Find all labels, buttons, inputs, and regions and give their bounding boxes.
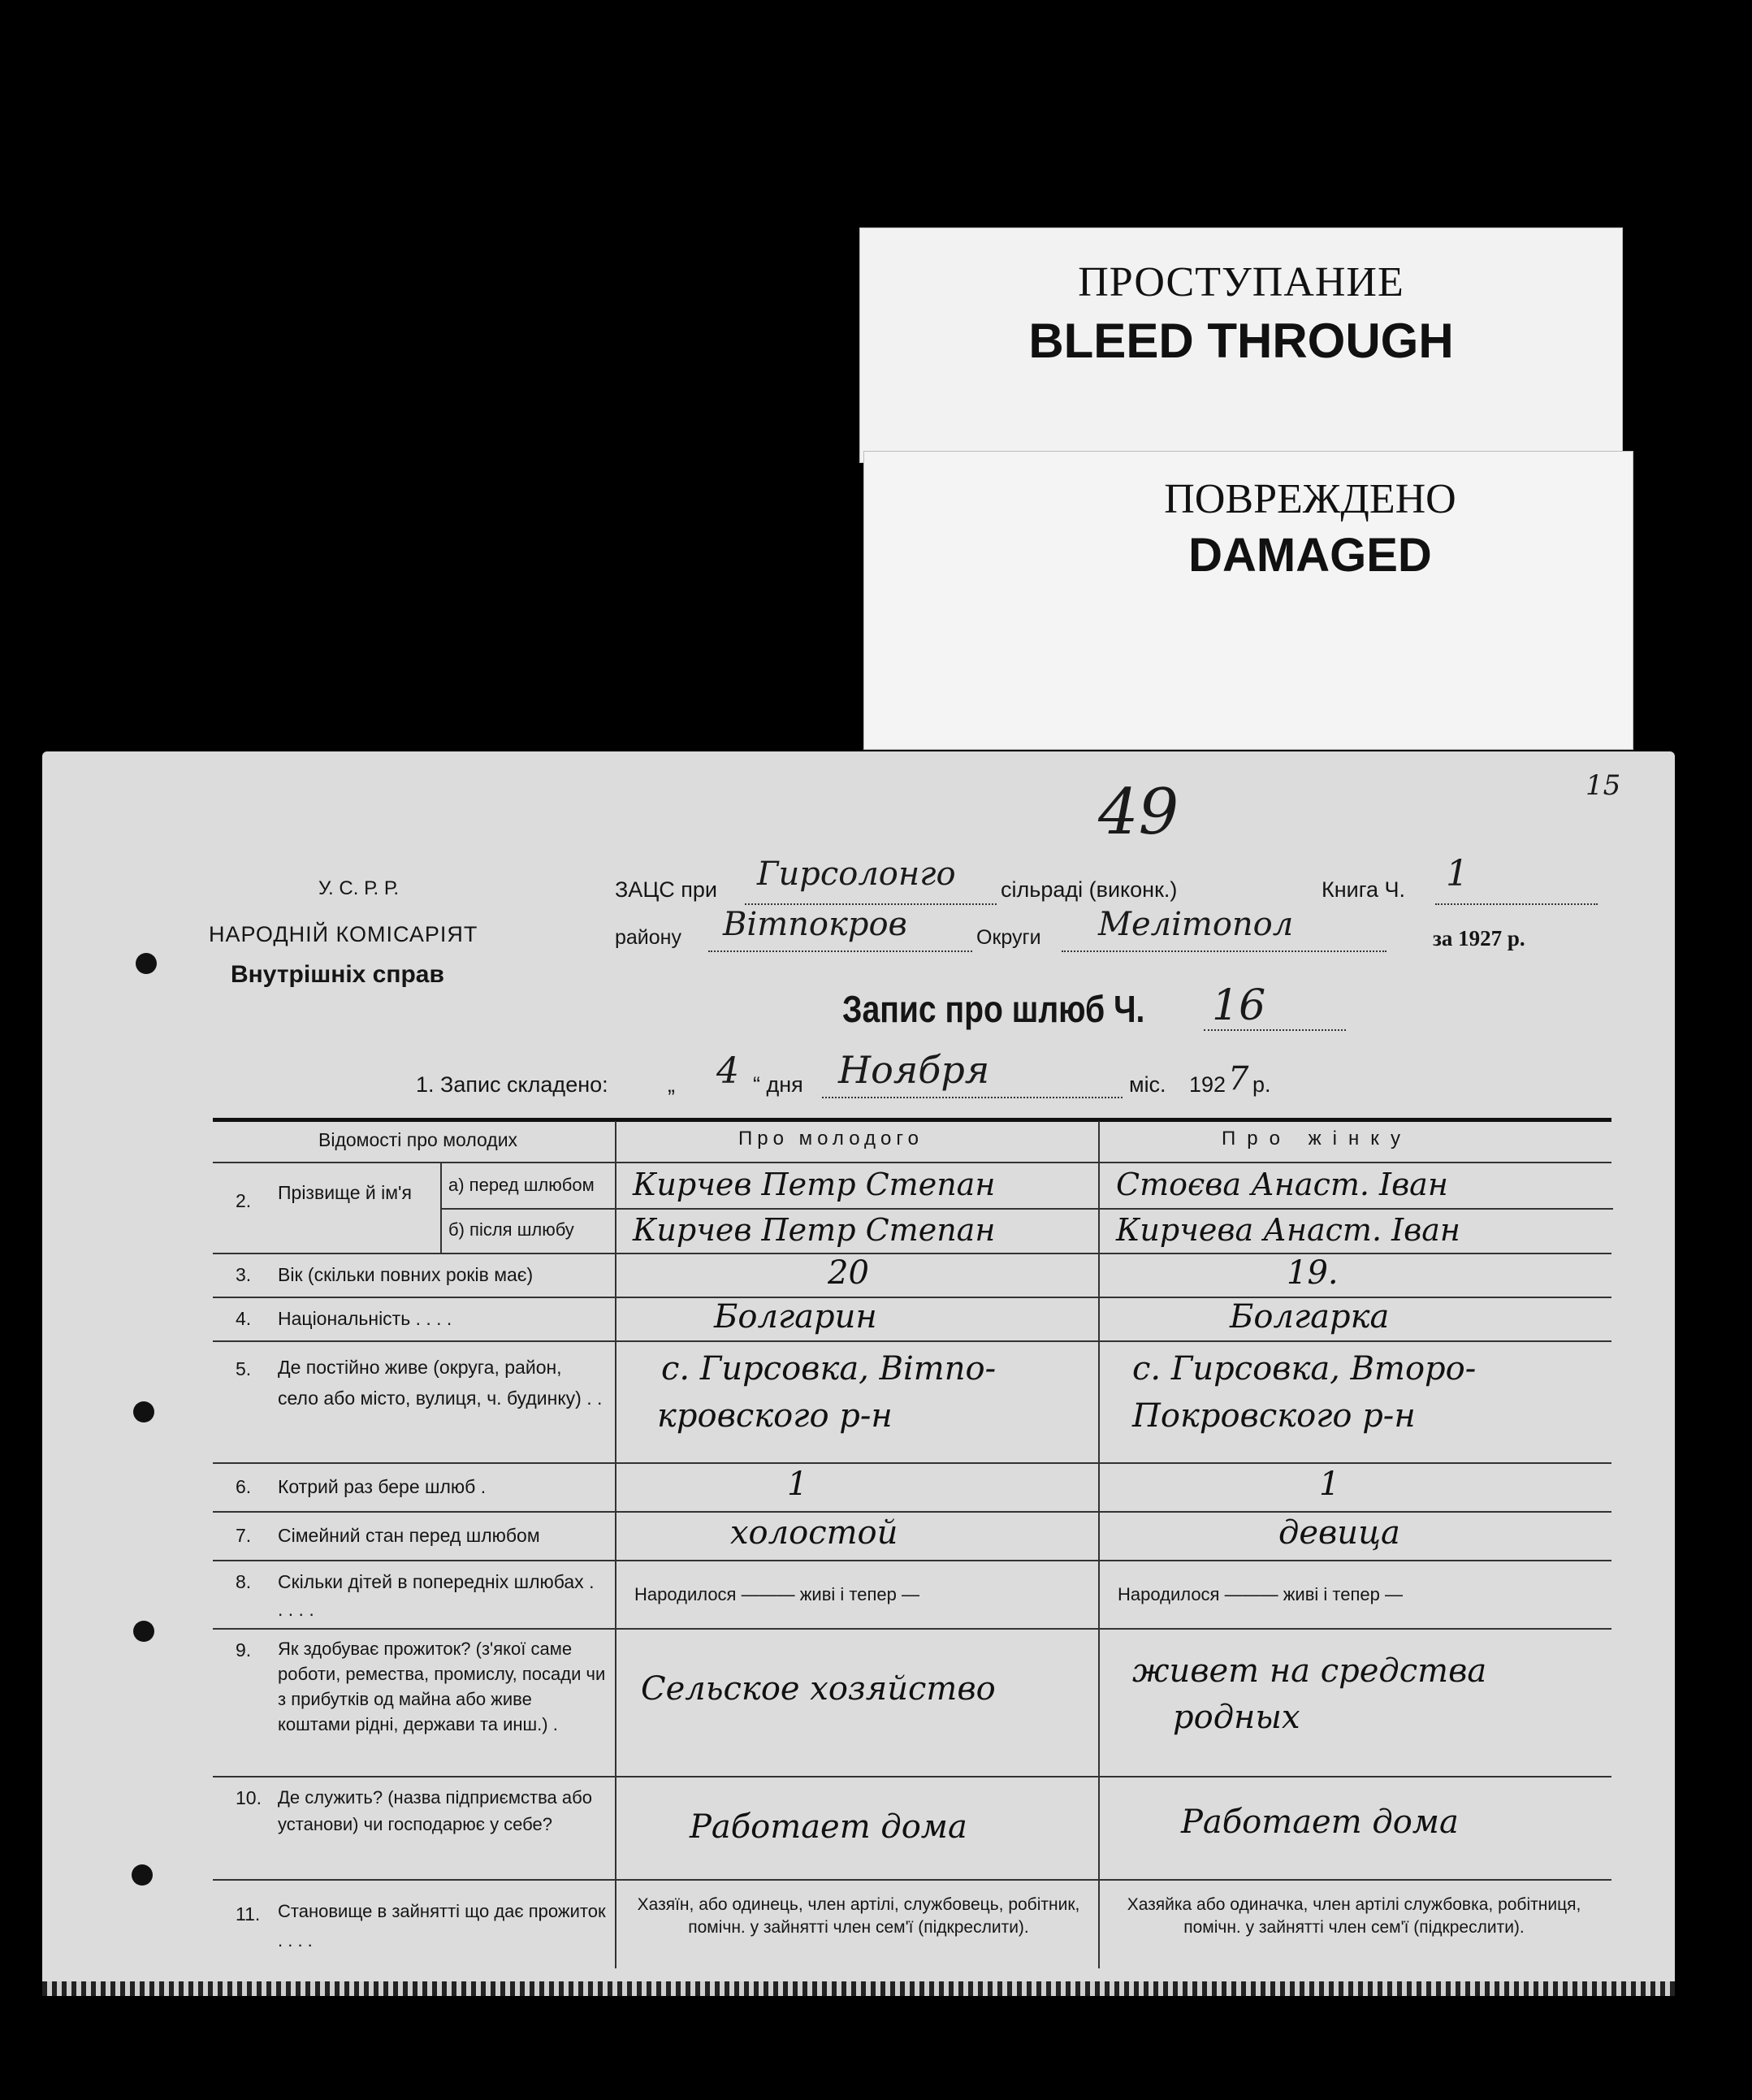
damaged-ru: ПОВРЕЖДЕНО (1164, 476, 1456, 522)
bleed-through-ru: ПРОСТУПАНИЕ (1078, 259, 1404, 305)
composed-label: 1. Запис складено: (416, 1072, 608, 1097)
bride-nationality: Болгарка (1230, 1298, 1390, 1336)
table-row-nationality (213, 1298, 1611, 1342)
record-number: 16 (1212, 981, 1266, 1030)
book-line (1435, 903, 1598, 905)
groom-name-before: Кирчев Петр Степан (633, 1167, 996, 1202)
marriage-record-form (42, 751, 1675, 1996)
torn-edge (42, 1981, 1675, 1996)
book-label: Книга Ч. (1322, 877, 1405, 902)
day-close: “ дня (753, 1072, 803, 1097)
row-label: Національність . . . . (278, 1308, 452, 1329)
council-suffix: сільраді (виконк.) (1001, 877, 1178, 902)
corner-number: 15 (1585, 769, 1621, 802)
groom-age: 20 (828, 1254, 869, 1292)
groom-occupation: Хазяїн, або одинець, член артілі, службовець, робітник, помічн. у зайнятті член сем'ї (підкреслити). (637, 1895, 1080, 1937)
year-value: 7 (1228, 1060, 1249, 1098)
table-row-workplace (213, 1777, 1611, 1881)
district-value: Вітпокров (723, 906, 907, 943)
bleed-through-tag (859, 227, 1623, 463)
okrug-line (1062, 950, 1386, 952)
row-label: Прізвище й ім'я (278, 1182, 412, 1203)
groom-name-after: Кирчев Петр Степан (633, 1212, 996, 1248)
zags-prefix: ЗАЦС при (615, 877, 718, 902)
okrug-label: Округи (976, 926, 1041, 949)
table-row-children (213, 1561, 1611, 1630)
table-row-name (213, 1163, 1611, 1254)
row-label: Вік (скільки повних років має) (278, 1264, 534, 1285)
table-header-row (213, 1121, 1611, 1163)
sub-after: б) після шлюбу (448, 1219, 574, 1240)
bride-occupation: Хазяйка або одиначка, член артілі службовка, робітниця, помічн. у зайнятті член сем'ї (підкреслити). (1127, 1895, 1581, 1937)
punch-hole (132, 1864, 153, 1886)
day-open: „ (668, 1072, 675, 1097)
bride-livelihood-2: родных (1173, 1699, 1300, 1736)
row-num: 9. (236, 1639, 252, 1661)
row-label: Становище в зайнятті що дає прожиток . . . . (278, 1901, 606, 1951)
row-num: 3. (236, 1264, 252, 1285)
groom-children: Народилося ——— живі і тепер — (634, 1584, 919, 1604)
district-line (708, 950, 972, 952)
zags-line (745, 903, 997, 905)
row-num: 5. (236, 1358, 252, 1379)
row-label: Як здобуває прожиток? (з'якої саме роботи, ремества, промислу, посади чи з прибутків од майна або живе коштами рідні, держави та инш.) . (278, 1639, 606, 1734)
groom-status: холостой (730, 1514, 898, 1552)
bride-children: Народилося ——— живі і тепер — (1118, 1584, 1403, 1604)
row-label: Котрий раз бере шлюб . (278, 1476, 487, 1497)
row-num: 6. (236, 1476, 252, 1497)
table-row-occupation (213, 1881, 1611, 1968)
bleed-through-en: BLEED THROUGH (1028, 314, 1454, 368)
sheet-number: 49 (1098, 776, 1179, 849)
bride-workplace: Работает дома (1181, 1803, 1459, 1841)
table-row-residence (213, 1342, 1611, 1464)
groom-residence-1: с. Гирсовка, Вітпо- (661, 1350, 997, 1388)
commissariat-label: НАРОДНІЙ КОМІСАРІЯТ (209, 922, 478, 946)
republic-label: У. С. Р. Р. (318, 877, 400, 899)
groom-residence-2: кровского р-н (657, 1397, 893, 1435)
groom-workplace: Работает дома (690, 1808, 967, 1846)
row-label: Скільки дітей в попередніх шлюбах . . . . . (278, 1571, 595, 1620)
district-label: району (615, 926, 681, 949)
punch-hole (133, 1621, 154, 1642)
groom-nationality: Болгарин (714, 1298, 877, 1336)
header-col2: Про молодого (738, 1128, 924, 1150)
groom-times: 1 (787, 1466, 808, 1503)
book-value: 1 (1446, 853, 1469, 894)
month-label: міс. (1129, 1072, 1166, 1097)
row-num: 7. (236, 1525, 252, 1546)
table-row-livelihood (213, 1630, 1611, 1777)
header-col1: Відомості про молодих (318, 1129, 518, 1150)
bride-name-before: Стоєва Анаст. Іван (1116, 1167, 1448, 1202)
zags-value: Гирсолонго (757, 855, 956, 893)
bride-residence-2: Покровского р-н (1132, 1397, 1416, 1435)
row-num: 4. (236, 1308, 252, 1329)
record-title: Запис про шлюб Ч. (842, 988, 1145, 1030)
bride-name-after: Кирчева Анаст. Іван (1116, 1212, 1460, 1248)
table-row-status (213, 1513, 1611, 1561)
department-label: Внутрішніх справ (231, 961, 444, 988)
year-prefix: 192 (1189, 1072, 1226, 1097)
table-row-times (213, 1464, 1611, 1513)
sub-before: а) перед шлюбом (448, 1175, 595, 1195)
header-col3: Про жінку (1222, 1128, 1412, 1150)
year-suffix: р. (1252, 1072, 1271, 1097)
row-label: Де постійно живе (округа, район, село або місто, вулиця, ч. будинку) . . (278, 1357, 603, 1409)
row-num: 2. (236, 1190, 252, 1211)
record-table (213, 1121, 1611, 1968)
month-line (822, 1097, 1123, 1098)
bride-livelihood-1: живет на средства (1132, 1652, 1487, 1690)
bride-times: 1 (1319, 1466, 1340, 1503)
punch-hole (133, 1401, 154, 1422)
row-label: Де служить? (назва підприємства або установи) чи господарює у себе? (278, 1787, 592, 1834)
row-num: 11. (236, 1903, 261, 1925)
bride-residence-1: с. Гирсовка, Второ- (1132, 1350, 1477, 1388)
bride-status: девица (1278, 1514, 1400, 1552)
damaged-en: DAMAGED (1188, 529, 1432, 582)
row-num: 8. (236, 1571, 252, 1592)
damaged-tag (863, 451, 1633, 750)
row-label: Сімейний стан перед шлюбом (278, 1525, 540, 1546)
groom-livelihood: Сельское хозяйство (641, 1670, 996, 1708)
month-value: Ноября (838, 1048, 990, 1092)
table-row-age (213, 1254, 1611, 1298)
okrug-value: Мелітопол (1098, 906, 1294, 943)
record-number-line (1204, 1029, 1346, 1031)
punch-hole (136, 953, 157, 974)
row-num: 10. (236, 1787, 262, 1808)
year-text: за 1927 р. (1433, 926, 1525, 950)
bride-age: 19. (1287, 1254, 1339, 1292)
day-value: 4 (716, 1050, 739, 1092)
